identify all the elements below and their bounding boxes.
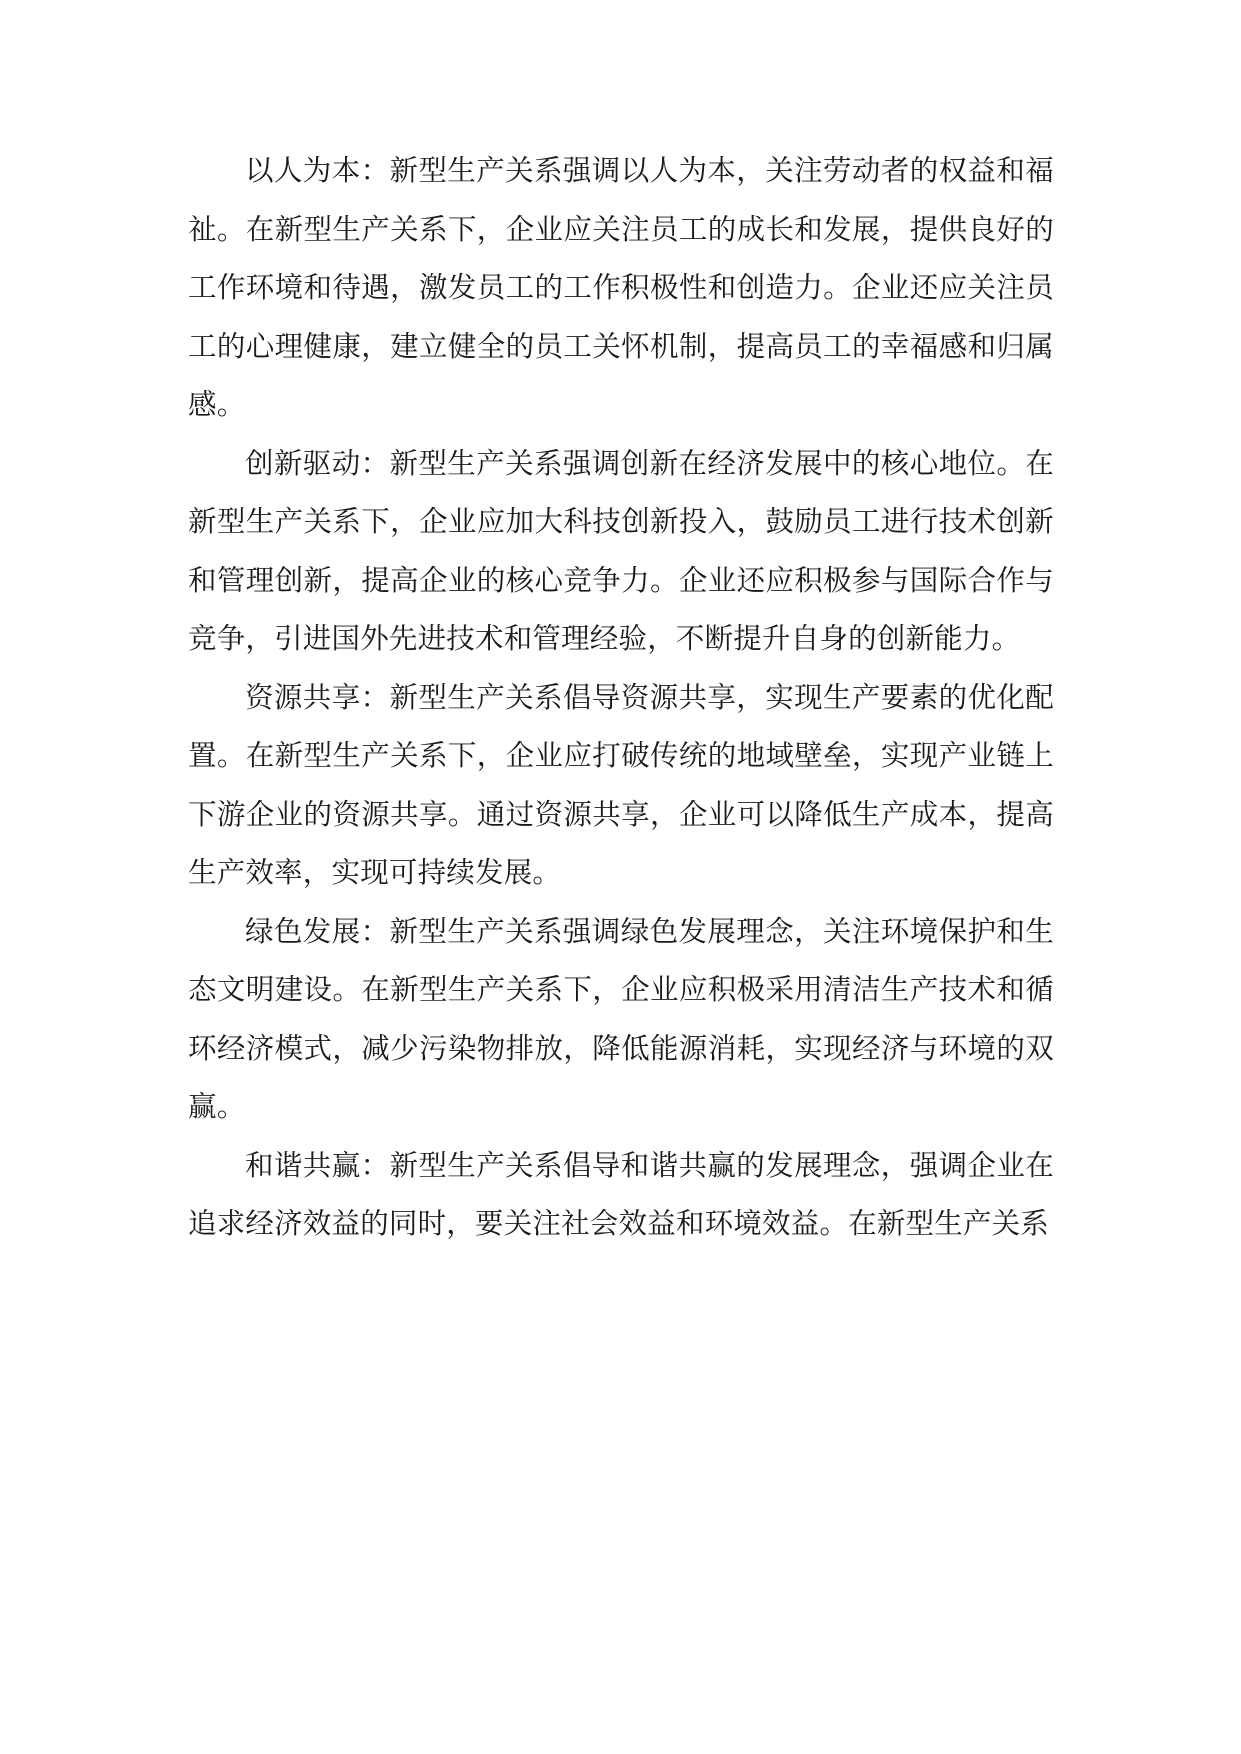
paragraph-innovation-driven: 创新驱动：新型生产关系强调创新在经济发展中的核心地位。在新型生产关系下，企业应加大科技创新投入，鼓励员工进行技术创新和管理创新，提高企业的核心竞争力。企业还应积极参与国际合作与竞争，引进国外先进技术和管理经验，不断提升自身的创新能力。 (188, 446, 1054, 655)
paragraph-green-development: 绿色发展：新型生产关系强调绿色发展理念，关注环境保护和生态文明建设。在新型生产关系下，企业应积极采用清洁生产技术和循环经济模式，减少污染物排放，降低能源消耗，实现经济与环境的双赢。 (188, 914, 1054, 1123)
paragraph-resource-sharing: 资源共享：新型生产关系倡导资源共享，实现生产要素的优化配置。在新型生产关系下，企业应打破传统的地域壁垒，实现产业链上下游企业的资源共享。通过资源共享，企业可以降低生产成本，提高生产效率，实现可持续发展。 (188, 680, 1054, 889)
paragraph-harmonious-win-win: 和谐共赢：新型生产关系倡导和谐共赢的发展理念，强调企业在追求经济效益的同时，要关注社会效益和环境效益。在新型生产关系 (188, 1148, 1054, 1240)
document-body (188, 142, 1054, 1254)
paragraph-people-oriented: 以人为本：新型生产关系强调以人为本，关注劳动者的权益和福祉。在新型生产关系下，企业应关注员工的成长和发展，提供良好的工作环境和待遇，激发员工的工作积极性和创造力。企业还应关注员工的心理健康，建立健全的员工关怀机制，提高员工的幸福感和归属感。 (188, 154, 1054, 421)
